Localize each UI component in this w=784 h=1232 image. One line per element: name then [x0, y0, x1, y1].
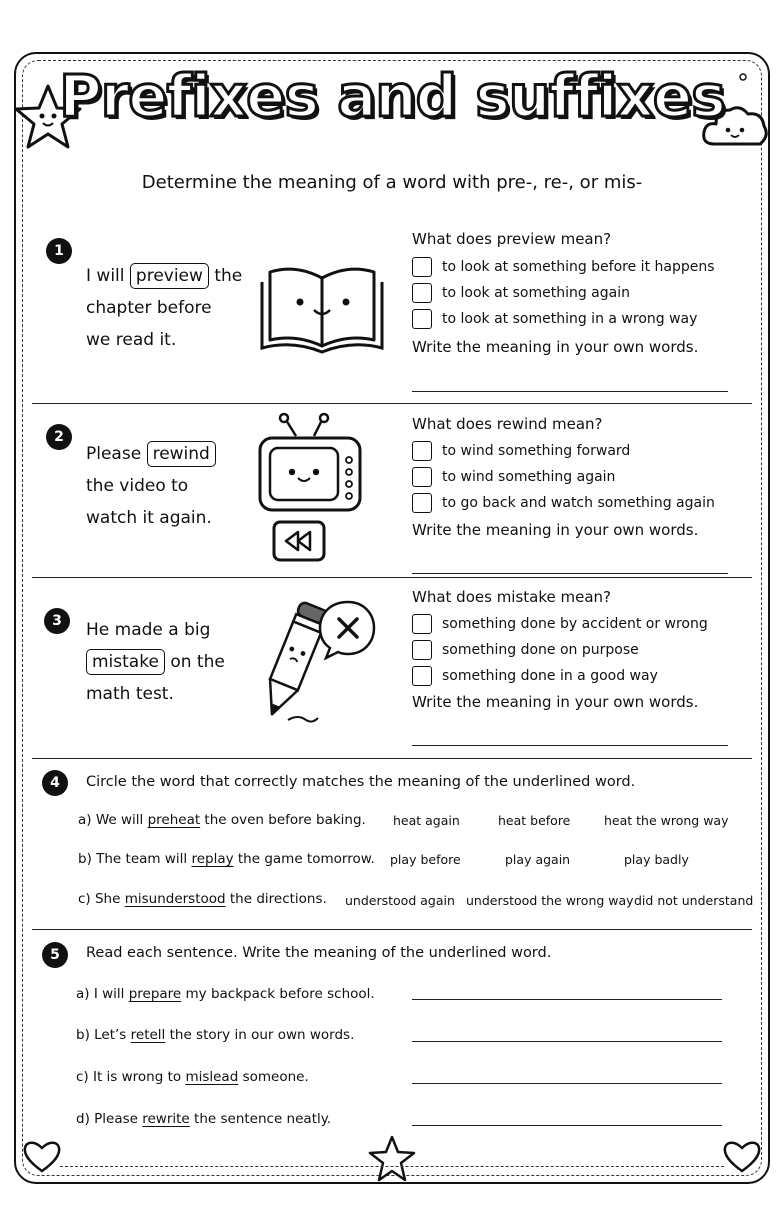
- checkbox[interactable]: [412, 467, 432, 487]
- underlined-word: replay: [191, 851, 234, 867]
- write-prompt: Write the meaning in your own words.: [412, 693, 699, 711]
- answer-choice[interactable]: understood again: [345, 893, 455, 908]
- question-number: 5: [42, 942, 68, 968]
- underlined-word: preheat: [147, 812, 201, 828]
- checkbox[interactable]: [412, 309, 432, 329]
- section-divider: [32, 758, 752, 759]
- answer-line[interactable]: [412, 999, 722, 1000]
- option-row: something done in a good way: [412, 666, 658, 686]
- checkbox[interactable]: [412, 257, 432, 277]
- pencil-icon: [252, 598, 376, 726]
- write-prompt: Write the meaning in your own words.: [412, 338, 699, 356]
- question-prompt: What does rewind mean?: [412, 415, 603, 433]
- option-row: to look at something in a wrong way: [412, 309, 697, 329]
- checkbox[interactable]: [412, 666, 432, 686]
- section-divider: [32, 929, 752, 930]
- heart-icon: [722, 1138, 762, 1174]
- option-row: to go back and watch something again: [412, 493, 715, 513]
- question-number: 1: [46, 238, 72, 264]
- target-word: preview: [130, 263, 209, 289]
- answer-choice[interactable]: play badly: [624, 852, 689, 867]
- checkbox[interactable]: [412, 493, 432, 513]
- section-divider: [32, 403, 752, 404]
- item-row: b) The team will replay the game tomorrow.: [78, 851, 375, 867]
- answer-line[interactable]: [412, 573, 728, 574]
- item-row: b) Let’s retell the story in our own words.: [76, 1027, 355, 1043]
- question-prompt: What does mistake mean?: [412, 588, 612, 606]
- underlined-word: misunderstood: [124, 891, 226, 907]
- target-word: rewind: [147, 441, 216, 467]
- option-row: to look at something before it happens: [412, 257, 715, 277]
- underlined-word: prepare: [128, 986, 182, 1002]
- page-subtitle: Determine the meaning of a word with pre-, re-, or mis-: [141, 172, 643, 193]
- answer-choice[interactable]: heat before: [498, 813, 571, 828]
- underlined-word: retell: [130, 1027, 166, 1043]
- question-number: 2: [46, 424, 72, 450]
- answer-line[interactable]: [412, 391, 728, 392]
- answer-choice[interactable]: understood the wrong way: [466, 893, 634, 908]
- answer-line[interactable]: [412, 745, 728, 746]
- checkbox[interactable]: [412, 640, 432, 660]
- option-row: to wind something again: [412, 467, 615, 487]
- tv-icon: [256, 412, 366, 566]
- option-row: something done by accident or wrong: [412, 614, 708, 634]
- section-instruction: Circle the word that correctly matches the meaning of the underlined word.: [86, 774, 636, 790]
- item-row: c) She misunderstood the directions.: [78, 891, 327, 907]
- section-instruction: Read each sentence. Write the meaning of the underlined word.: [86, 945, 552, 961]
- answer-line[interactable]: [412, 1083, 722, 1084]
- question-number: 3: [44, 608, 70, 634]
- item-row: c) It is wrong to mislead someone.: [76, 1069, 309, 1085]
- open-book-icon: [256, 256, 388, 360]
- target-word: mistake: [86, 649, 165, 675]
- option-row: to look at something again: [412, 283, 630, 303]
- question-number: 4: [42, 770, 68, 796]
- answer-line[interactable]: [412, 1125, 722, 1126]
- heart-icon: [22, 1138, 62, 1174]
- section-divider: [32, 577, 752, 578]
- underlined-word: rewrite: [142, 1111, 190, 1127]
- answer-choice[interactable]: play again: [505, 852, 571, 867]
- answer-choice[interactable]: heat the wrong way: [604, 813, 729, 828]
- page-title: Prefixes and suffixes: [59, 62, 725, 130]
- answer-line[interactable]: [412, 1041, 722, 1042]
- answer-choice[interactable]: did not understand: [634, 893, 754, 908]
- answer-choice[interactable]: play before: [390, 852, 461, 867]
- write-prompt: Write the meaning in your own words.: [412, 521, 699, 539]
- option-row: something done on purpose: [412, 640, 639, 660]
- checkbox[interactable]: [412, 614, 432, 634]
- option-row: to wind something forward: [412, 441, 630, 461]
- item-row: d) Please rewrite the sentence neatly.: [76, 1111, 332, 1127]
- checkbox[interactable]: [412, 283, 432, 303]
- item-row: a) We will preheat the oven before baking.: [78, 812, 366, 828]
- sentence-1: I will preview the chapter before we read it.: [86, 260, 242, 356]
- item-row: a) I will prepare my backpack before school.: [76, 986, 375, 1002]
- star-icon: [366, 1134, 418, 1184]
- question-prompt: What does preview mean?: [412, 230, 612, 248]
- sentence-2: Please rewind the video to watch it again.: [86, 438, 216, 534]
- answer-choice[interactable]: heat again: [393, 813, 460, 828]
- bottom-dashed-line: [60, 1166, 724, 1167]
- sentence-3: He made a big mistake on the math test.: [86, 620, 225, 704]
- underlined-word: mislead: [185, 1069, 239, 1085]
- checkbox[interactable]: [412, 441, 432, 461]
